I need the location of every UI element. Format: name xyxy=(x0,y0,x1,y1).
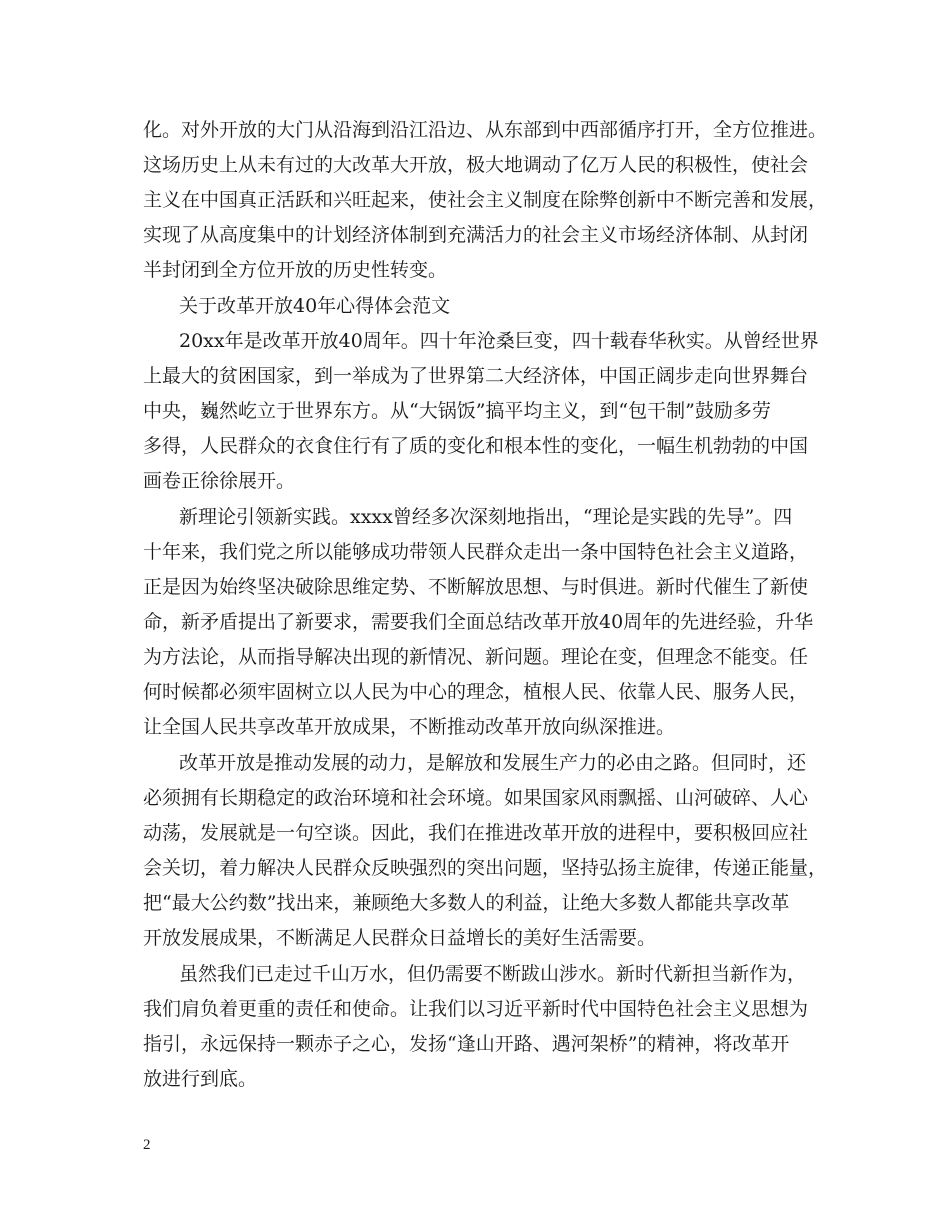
body-line-23: 把“最大公约数”找出来，兼顾绝大多数人的利益，让绝大多数人都能共享改革 xyxy=(143,892,790,914)
body-line-28: 放进行到底。 xyxy=(143,1068,258,1090)
body-line-8: 上最大的贫困国家，到一举成为了世界第二大经济体，中国正阔步走向世界舞台 xyxy=(143,365,809,387)
body-line-14: 正是因为始终坚决破除思维定势、不断解放思想、与时俱进。新时代催生了新使 xyxy=(143,576,809,598)
body-line-13: 十年来，我们党之所以能够成功带领人民群众走出一条中国特色社会主义道路， xyxy=(143,541,809,563)
body-line-7: 20xx年是改革开放40周年。四十年沧桑巨变，四十载春华秋实。从曾经世界 xyxy=(179,330,819,352)
body-line-1: 化。对外开放的大门从沿海到沿江沿边、从东部到中西部循序打开，全方位推进。 xyxy=(143,119,828,141)
body-line-26: 我们肩负着更重的责任和使命。让我们以习近平新时代中国特色社会主义思想为 xyxy=(143,998,809,1020)
body-line-2: 这场历史上从未有过的大改革大开放，极大地调动了亿万人民的积极性，使社会 xyxy=(143,154,809,176)
body-line-22: 会关切，着力解决人民群众反映强烈的突出问题，坚持弘扬主旋律，传递正能量， xyxy=(143,857,828,879)
body-line-18: 让全国人民共享改革开放成果，不断推动改革开放向纵深推进。 xyxy=(143,716,676,738)
body-line-12: 新理论引领新实践。xxxx曾经多次深刻地指出，“理论是实践的先导”。四 xyxy=(179,506,793,528)
body-line-4: 实现了从高度集中的计划经济体制到充满活力的社会主义市场经济体制、从封闭 xyxy=(143,224,809,246)
body-line-10: 多得，人民群众的衣食住行有了质的变化和根本性的变化，一幅生机勃勃的中国 xyxy=(143,435,809,457)
body-line-16: 为方法论，从而指导解决出现的新情况、新问题。理论在变，但理念不能变。任 xyxy=(143,646,809,668)
body-line-9: 中央，巍然屹立于世界东方。从“大锅饭”搞平均主义，到“包干制”鼓励多劳 xyxy=(143,400,771,422)
body-line-11: 画卷正徐徐展开。 xyxy=(143,470,296,492)
body-line-24: 开放发展成果，不断满足人民群众日益增长的美好生活需要。 xyxy=(143,927,657,949)
body-line-3: 主义在中国真正活跃和兴旺起来，使社会主义制度在除弊创新中不断完善和发展， xyxy=(143,189,828,211)
body-line-25: 虽然我们已走过千山万水，但仍需要不断跋山涉水。新时代新担当新作为， xyxy=(179,963,807,985)
body-line-19: 改革开放是推动发展的动力，是解放和发展生产力的必由之路。但同时，还 xyxy=(179,752,807,774)
body-line-5: 半封闭到全方位开放的历史性转变。 xyxy=(143,259,448,281)
body-line-20: 必须拥有长期稳定的政治环境和社会环境。如果国家风雨飘摇、山河破碎、人心 xyxy=(143,787,809,809)
section-heading: 关于改革开放40年心得体会范文 xyxy=(179,295,451,317)
body-line-27: 指引，永远保持一颗赤子之心，发扬“逢山开路、遇河架桥”的精神，将改革开 xyxy=(143,1033,790,1055)
page-number: 2 xyxy=(143,1137,151,1153)
body-line-15: 命，新矛盾提出了新要求，需要我们全面总结改革开放40周年的先进经验，升华 xyxy=(143,611,814,633)
body-line-21: 动荡，发展就是一句空谈。因此，我们在推进改革开放的进程中，要积极回应社 xyxy=(143,822,809,844)
body-line-17: 何时候都必须牢固树立以人民为中心的理念，植根人民、依靠人民、服务人民， xyxy=(143,681,809,703)
